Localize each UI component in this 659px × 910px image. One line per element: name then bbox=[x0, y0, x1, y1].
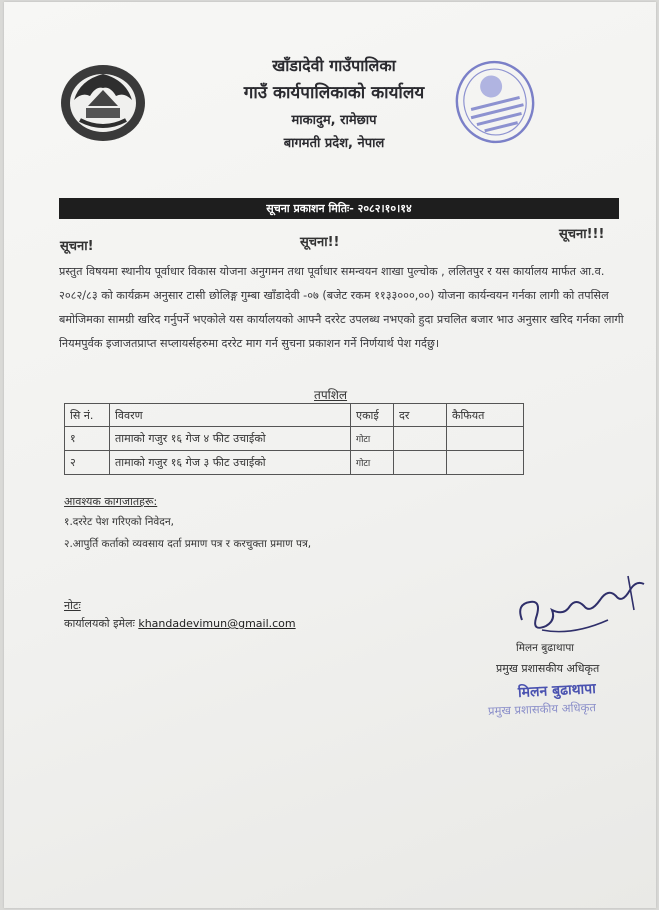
required-doc-item: २.आपुर्ति कर्ताको व्यवसाय दर्ता प्रमाण पत्र र करचुक्ता प्रमाण पत्र, bbox=[64, 538, 312, 550]
signatory-name: मिलन बुढाथापा bbox=[516, 642, 575, 654]
col-header-serial: सि नं. bbox=[65, 404, 110, 427]
email-label: कार्यालयको इमेलः bbox=[64, 617, 135, 630]
office-location: माकादुम, रामेछाप bbox=[291, 113, 377, 128]
office-email-link[interactable]: khandadevimun@gmail.com bbox=[138, 617, 296, 630]
col-header-rate: दर bbox=[394, 404, 447, 427]
cell-unit: गोटा bbox=[351, 427, 394, 451]
province-country: बागमती प्रदेश, नेपाल bbox=[283, 136, 385, 151]
cell-serial: २ bbox=[65, 451, 110, 475]
publication-date-bar: सूचना प्रकाशन मितिः- २०८२।१०।१४ bbox=[59, 198, 619, 219]
office-email-row bbox=[64, 616, 296, 631]
stamp-signatory-name: मिलन बुढाथापा bbox=[517, 680, 597, 702]
notice-body-paragraph: प्रस्तुत विषयमा स्थानीय पूर्वाधार विकास योजना अनुगमन तथा पूर्वाधार समन्वयन शाखा पुल्चोक , ललितपुर र यस कार्यालय मार्फत आ.व. २०८२/८३ को कार्यक्रम अनुसार टासी छोलिङ्ग गुम्बा खाँडादेवी -०७ (बजेट रकम ११३३०००,००) योजना कार्यन्वयन गर्नका लागी को तपसिल बमोजिमका सामग्री खरिद गर्नुपर्ने भएकोले यस कार्यालयको आफ्नै दररेट उपलब्ध नभएको हुदा प्रचलित बजार भाउ अनुसार खरिद गर्नका लागी नियमपुर्वक इजाजतप्राप्त सप्लायर्सहरुमा दररेट माग गर्न सुचना प्रकाशन गर्ने निर्णयार्थ पेश गर्दछु। bbox=[59, 265, 624, 350]
nepal-emblem-icon bbox=[58, 62, 148, 144]
cell-rate bbox=[394, 427, 447, 451]
details-table bbox=[64, 403, 524, 475]
col-header-remarks: कैफियत bbox=[447, 404, 524, 427]
stamp-signatory-title: प्रमुख प्रशासकीय अधिकृत bbox=[487, 700, 597, 718]
municipality-name: खाँडादेवी गाउँपालिका bbox=[272, 56, 396, 75]
notice-label-left: सूचना! bbox=[60, 239, 94, 254]
table-row bbox=[65, 451, 524, 475]
official-seal-stamp bbox=[452, 56, 538, 148]
cell-remarks bbox=[447, 451, 524, 475]
note-title: नोटः bbox=[64, 599, 81, 612]
cell-description: तामाको गजुर १६ गेज ३ फीट उचाईको bbox=[110, 451, 351, 475]
office-name: गाउँ कार्यपालिकाको कार्यालय bbox=[243, 83, 425, 103]
table-header-row bbox=[65, 404, 524, 427]
required-docs-title: आवश्यक कागजातहरू: bbox=[64, 495, 158, 508]
cell-rate bbox=[394, 451, 447, 475]
notice-label-right: सूचना!!! bbox=[559, 227, 605, 242]
notice-label-center: सूचना!! bbox=[300, 235, 340, 250]
cell-serial: १ bbox=[65, 427, 110, 451]
cell-description: तामाको गजुर १६ गेज ४ फीट उचाईको bbox=[110, 427, 351, 451]
table-row bbox=[65, 427, 524, 451]
cell-remarks bbox=[447, 427, 524, 451]
col-header-unit: एकाई bbox=[351, 404, 394, 427]
document-page bbox=[4, 2, 656, 908]
required-doc-item: १.दररेट पेश गरिएको निवेदन, bbox=[64, 516, 175, 528]
cell-unit: गोटा bbox=[351, 451, 394, 475]
handwritten-signature bbox=[512, 570, 652, 646]
col-header-description: विवरण bbox=[110, 404, 351, 427]
table-title: तपशिल bbox=[314, 388, 348, 402]
signatory-title: प्रमुख प्रशासकीय अधिकृत bbox=[496, 662, 600, 675]
